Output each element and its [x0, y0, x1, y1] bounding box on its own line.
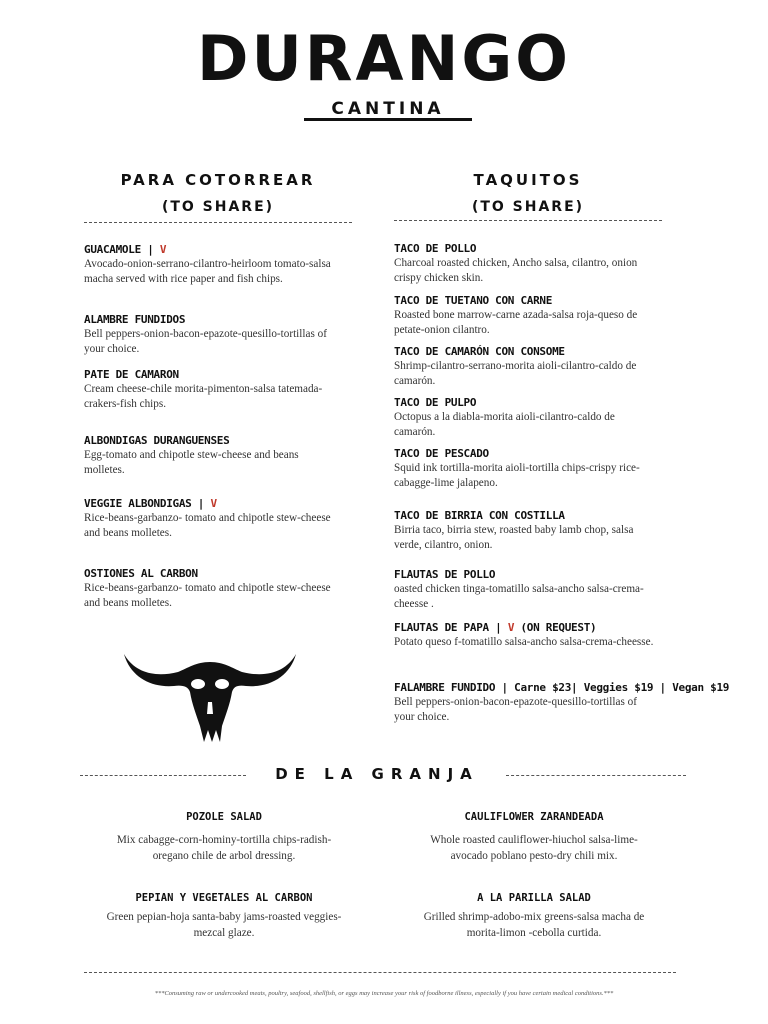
disclaimer: ***Consuming raw or undercooked meats, poultry, seafood, shellfish, or eggs may increase your risk of foodborne illness, especially if you have certain medical conditions.***	[154, 990, 614, 997]
item-description: Cream cheese-chile morita-pimenton-salsa tatemada-crakers-fish chips.	[84, 383, 323, 410]
item-description: Squid ink tortilla-morita aioli-tortilla chips-crispy rice-cabagge-lime jalapeno.	[394, 462, 640, 489]
right-section-subtitle: (TO SHARE)	[471, 199, 585, 215]
vegetarian-badge: V	[159, 243, 167, 256]
brand-title: DURANGO	[196, 22, 572, 95]
item-name: FLAUTAS DE PAPA |	[394, 621, 502, 634]
right-section-divider	[394, 220, 662, 221]
item-description: Rice-beans-garbanzo- tomato and chipotle stew-cheese and beans molletes.	[84, 582, 331, 609]
item-name: TACO DE BIRRIA CON COSTILLA	[394, 509, 565, 522]
item-name: FALAMBRE FUNDIDO |	[394, 681, 508, 694]
item-description: Bell peppers-onion-bacon-epazote-quesillo-tortillas of your choice.	[84, 328, 327, 355]
item-name: GUACAMOLE |	[84, 243, 154, 256]
list-item	[104, 810, 344, 864]
list-item	[394, 447, 654, 491]
item-name: FLAUTAS DE POLLO	[394, 568, 496, 581]
list-item	[414, 891, 654, 941]
list-item	[394, 509, 654, 553]
item-name: POZOLE SALAD	[186, 811, 262, 823]
item-name: ALBONDIGAS DURANGUENSES	[84, 434, 230, 447]
item-description: Green pepian-hoja santa-baby jams-roasted veggies-mezcal glaze.	[106, 911, 342, 939]
item-name: TACO DE TUETANO CON CARNE	[394, 294, 553, 307]
list-item	[84, 567, 334, 611]
item-description: Mix cabagge-corn-hominy-tortilla chips-radish-oregano chile de arbol dressing.	[116, 834, 332, 862]
list-item	[104, 891, 344, 941]
brand-subtitle: CANTINA	[304, 100, 472, 121]
item-name: PATE DE CAMARON	[84, 368, 179, 381]
item-description: Shrimp-cilantro-serrano-morita aioli-cilantro-caldo de camarón.	[394, 360, 637, 387]
item-prices: Carne $23| Veggies $19 | Vegan $19	[514, 681, 730, 694]
right-section-title: TAQUITOS	[473, 171, 583, 189]
item-name: ALAMBRE FUNDIDOS	[84, 313, 186, 326]
list-item	[394, 345, 654, 389]
item-name: VEGGIE ALBONDIGAS |	[84, 497, 205, 510]
list-item	[84, 313, 334, 357]
vegetarian-badge: V	[210, 497, 217, 510]
item-name: TACO DE POLLO	[394, 242, 477, 255]
left-section-title: PARA COTORREAR	[120, 171, 316, 189]
left-section-subtitle: (TO SHARE)	[161, 199, 275, 215]
list-item	[84, 243, 334, 287]
item-description: Grilled shrimp-adobo-mix greens-salsa macha de morita-limon -cebolla curtida.	[423, 911, 645, 939]
item-name: OSTIONES AL CARBON	[84, 567, 198, 580]
item-description: Rice-beans-garbanzo- tomato and chipotle stew-cheese and beans molletes.	[84, 512, 331, 539]
list-item	[84, 497, 334, 541]
item-description: Egg-tomato and chipotle stew-cheese and beans molletes.	[84, 449, 299, 476]
list-item	[84, 434, 334, 478]
left-section-divider	[84, 222, 352, 223]
list-item	[394, 568, 654, 612]
list-item	[414, 810, 654, 864]
list-item	[394, 242, 654, 286]
item-description: Bell peppers-onion-bacon-epazote-quesillo-tortillas of your choice.	[394, 696, 637, 723]
list-item	[394, 294, 654, 338]
item-note: (ON REQUEST)	[520, 621, 597, 634]
list-item	[394, 621, 654, 650]
item-description: Avocado-onion-serrano-cilantro-heirloom tomato-salsa macha served with rice paper and fish chips.	[84, 258, 331, 285]
vegetarian-badge: V	[507, 621, 515, 634]
item-description: oasted chicken tinga-tomatillo salsa-ancho salsa-crema-cheesse .	[394, 583, 644, 610]
item-name: CAULIFLOWER ZARANDEADA	[464, 811, 604, 823]
item-description: Birria taco, birria stew, roasted baby lamb chop, salsa verde, cilantro, onion.	[394, 524, 634, 551]
item-description: Whole roasted cauliflower-hiuchol salsa-lime-avocado poblano pesto-dry chili mix.	[430, 834, 638, 862]
list-item	[394, 681, 730, 725]
footer-divider	[84, 972, 676, 973]
granja-section-title: DE LA GRANJA	[275, 765, 479, 783]
item-description: Potato queso f-tomatillo salsa-ancho salsa-crema-cheesse.	[394, 636, 654, 648]
list-item	[394, 396, 654, 440]
item-name: A LA PARILLA SALAD	[477, 892, 591, 904]
item-description: Roasted bone marrow-carne azada-salsa roja-queso de petate-onion cilantro.	[394, 309, 638, 336]
item-name: TACO DE CAMARÓN CON CONSOME	[394, 345, 565, 358]
item-name: TACO DE PULPO	[394, 396, 477, 409]
longhorn-skull-icon	[120, 642, 300, 746]
item-name: TACO DE PESCADO	[394, 447, 489, 460]
granja-divider-right	[506, 775, 686, 776]
granja-divider-left	[80, 775, 246, 776]
item-description: Charcoal roasted chicken, Ancho salsa, cilantro, onion crispy chicken skin.	[394, 257, 638, 284]
item-description: Octopus a la diabla-morita aioli-cilantro-caldo de camarón.	[394, 411, 615, 438]
item-name: PEPIAN Y VEGETALES AL CARBON	[135, 892, 313, 904]
list-item	[84, 368, 334, 412]
